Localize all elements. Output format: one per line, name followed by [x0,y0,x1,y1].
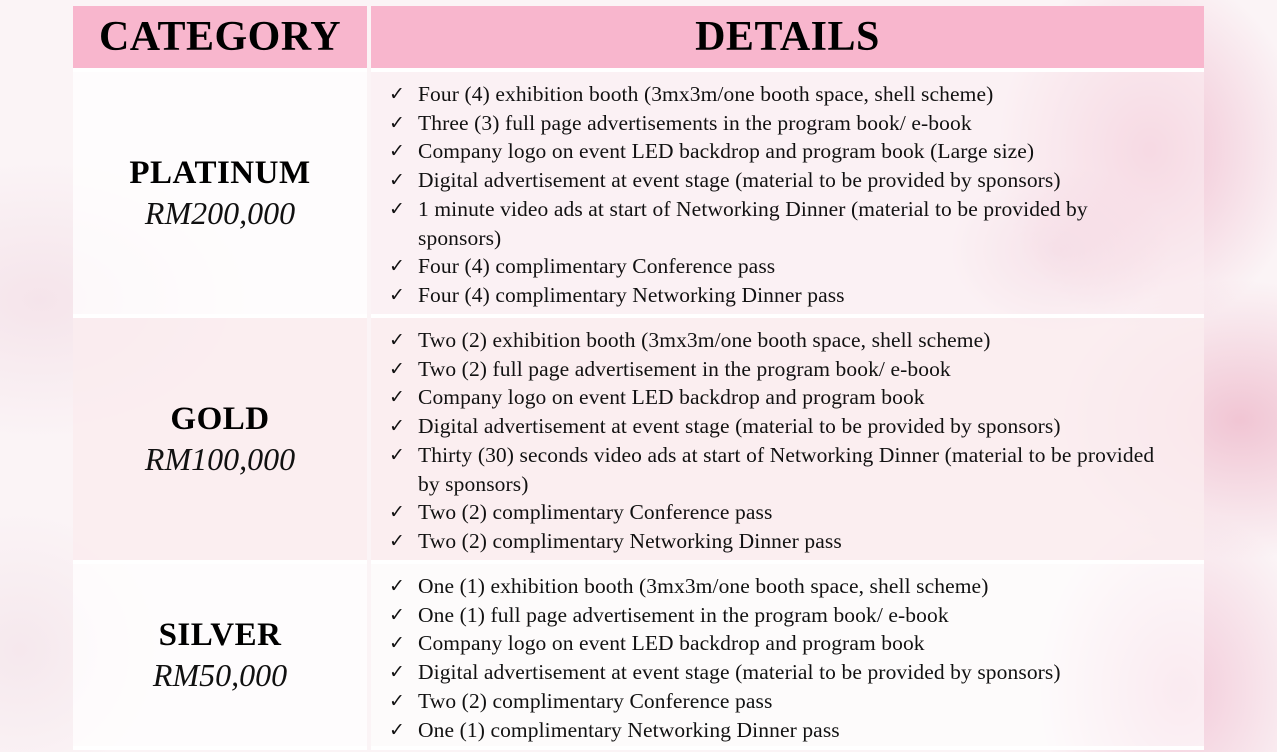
feature-item [389,355,1204,384]
checkmark-icon: ✓ [389,415,406,438]
feature-text: Company logo on event LED backdrop and program book [418,385,925,410]
feature-item [389,109,1204,138]
feature-item [389,412,1204,441]
feature-text: Thirty (30) seconds video ads at start of Networking Dinner (material to be provided by sponsors) [418,442,1155,496]
feature-item [389,281,1204,310]
checkmark-icon: ✓ [389,329,406,351]
feature-item [389,383,1204,412]
feature-item [389,716,1204,745]
checkmark-icon: ✓ [389,169,406,192]
checkmark-icon: ✓ [389,283,406,306]
feature-text: Two (2) complimentary Conference pass [418,688,773,713]
tier-name: PLATINUM [129,155,311,191]
feature-text: One (1) full page advertisement in the program book/ e-book [418,602,949,627]
tier-silver-details-cell [371,564,1204,750]
tier-gold-category-cell [73,318,367,564]
feature-text: One (1) exhibition booth (3mx3m/one booth space, shell scheme) [418,574,989,598]
tier-price: RM200,000 [144,195,296,231]
checkmark-icon: ✓ [389,661,406,684]
checkmark-icon: ✓ [389,140,406,163]
details-header-label: DETAILS [695,14,880,60]
feature-item [389,629,1204,658]
feature-item [389,252,1204,281]
feature-text: One (1) complimentary Networking Dinner pass [418,717,840,742]
checkmark-icon: ✓ [389,632,406,655]
feature-item [389,137,1204,166]
feature-item [389,326,1204,355]
feature-text: Two (2) exhibition booth (3mx3m/one booth space, shell scheme) [418,328,991,352]
feature-text: 1 minute video ads at start of Networking Dinner (material to be provided by sponsors) [418,196,1088,250]
feature-item [389,687,1204,716]
feature-item [389,527,1204,556]
feature-item [389,195,1204,252]
feature-text: Two (2) full page advertisement in the program book/ e-book [418,356,951,381]
feature-item [389,166,1204,195]
checkmark-icon: ✓ [389,689,406,712]
tier-name: SILVER [158,617,282,653]
feature-text: Three (3) full page advertisements in the program book/ e-book [418,110,972,135]
feature-list [371,80,1204,310]
tier-price: RM100,000 [144,441,296,477]
checkmark-icon: ✓ [389,501,406,524]
checkmark-icon: ✓ [389,718,406,741]
checkmark-icon: ✓ [389,111,406,134]
feature-item [389,441,1204,498]
checkmark-icon: ✓ [389,443,406,466]
feature-text: Company logo on event LED backdrop and program book [418,631,925,656]
feature-item [389,658,1204,687]
feature-item [389,498,1204,527]
feature-item [389,572,1204,601]
tier-platinum-details-cell [371,72,1204,318]
feature-item [389,80,1204,109]
category-header-label: CATEGORY [98,14,342,60]
tier-platinum-category-cell [73,72,367,318]
feature-list [371,326,1204,556]
checkmark-icon: ✓ [389,386,406,409]
feature-list [371,572,1204,744]
checkmark-icon: ✓ [389,197,406,220]
feature-text: Two (2) complimentary Conference pass [418,500,773,525]
tier-silver-category-cell [73,564,367,750]
feature-text: Digital advertisement at event stage (material to be provided by sponsors) [418,414,1061,439]
feature-item [389,601,1204,630]
tier-name: GOLD [170,401,270,437]
checkmark-icon: ✓ [389,255,406,278]
checkmark-icon: ✓ [389,83,406,105]
category-column-header [73,6,367,72]
checkmark-icon: ✓ [389,529,406,552]
tier-gold-details-cell [371,318,1204,564]
feature-text: Four (4) complimentary Networking Dinner pass [418,282,845,307]
feature-text: Digital advertisement at event stage (material to be provided by sponsors) [418,660,1061,685]
feature-text: Four (4) exhibition booth (3mx3m/one booth space, shell scheme) [418,82,994,106]
feature-text: Two (2) complimentary Networking Dinner pass [418,528,842,553]
details-column-header [371,6,1204,72]
checkmark-icon: ✓ [389,603,406,626]
feature-text: Four (4) complimentary Conference pass [418,254,776,279]
tier-price: RM50,000 [152,657,288,693]
checkmark-icon: ✓ [389,575,406,597]
checkmark-icon: ✓ [389,357,406,380]
feature-text: Digital advertisement at event stage (material to be provided by sponsors) [418,168,1061,193]
sponsorship-table [73,6,1204,750]
feature-text: Company logo on event LED backdrop and program book (Large size) [418,139,1035,164]
